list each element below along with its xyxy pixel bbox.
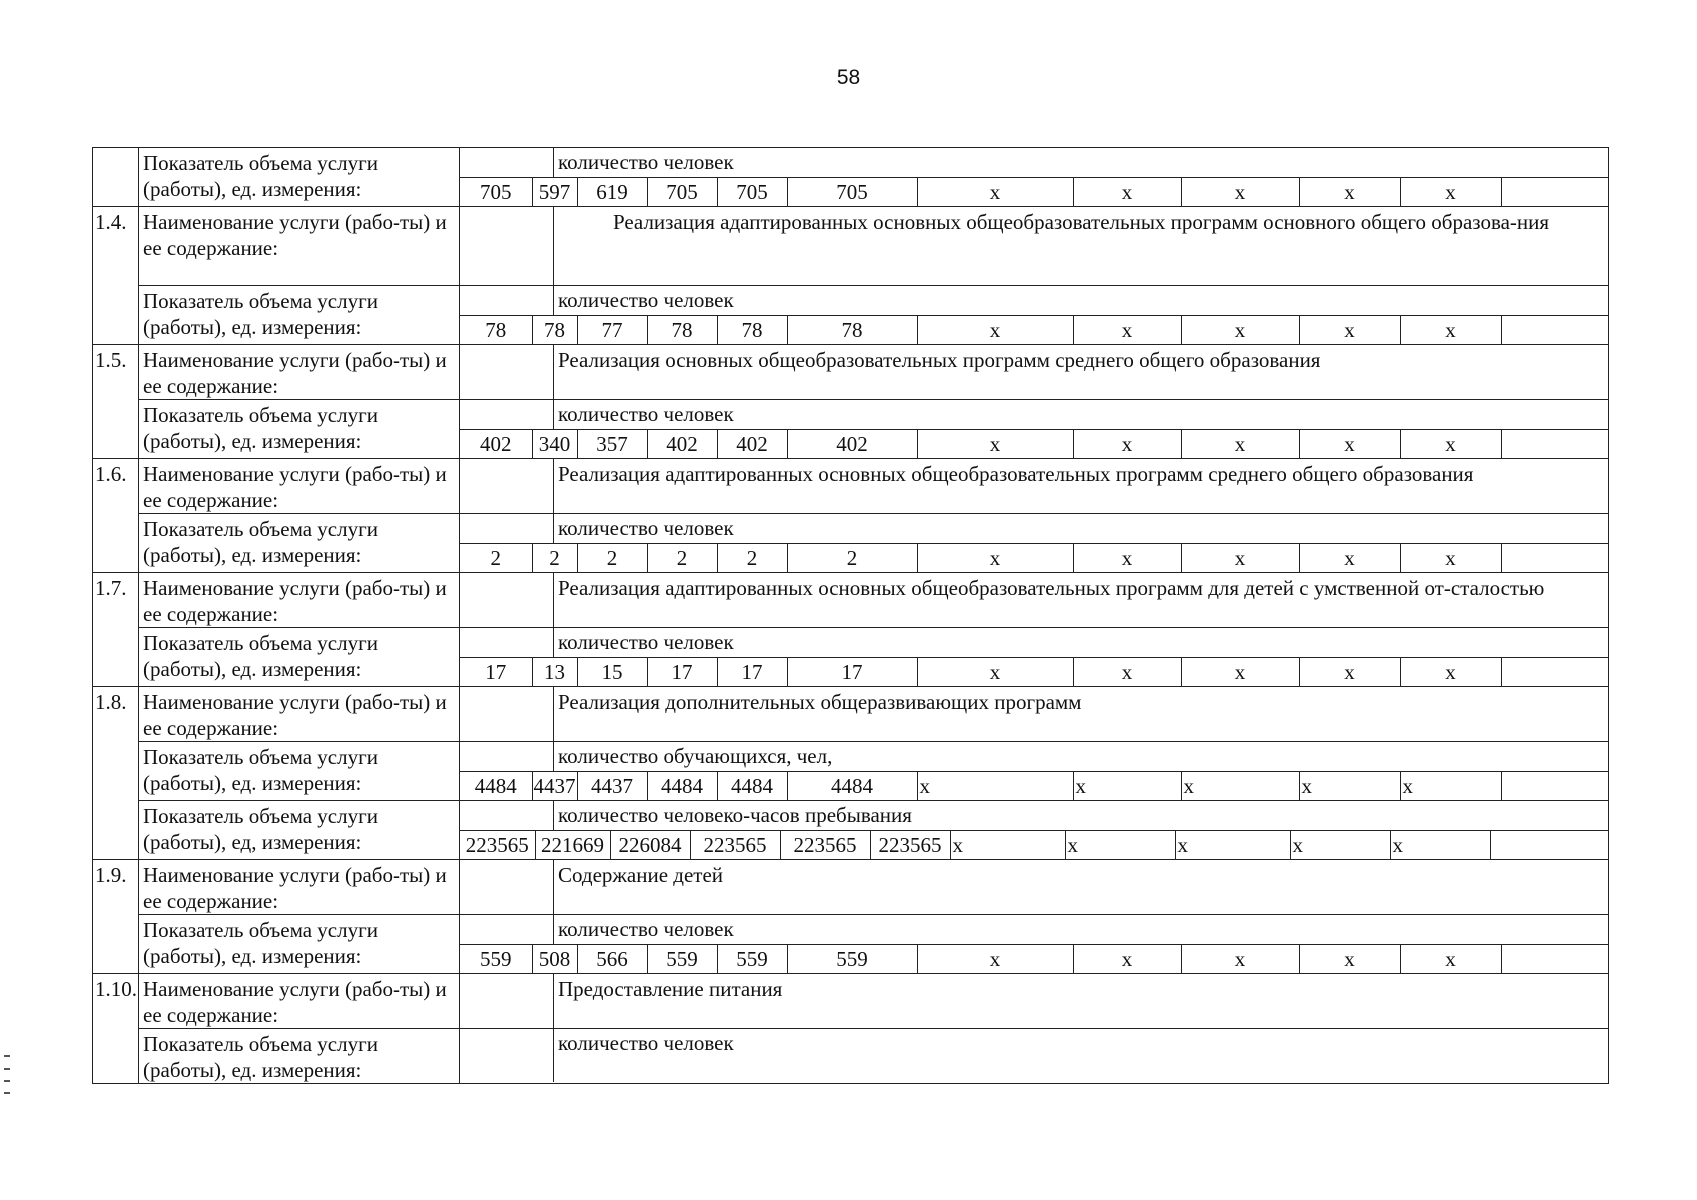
value-cell-x: х	[1181, 544, 1299, 572]
service-name-row	[93, 860, 1609, 915]
value-cell: 402	[647, 430, 717, 458]
indicator-unit	[460, 148, 1608, 178]
service-description-text: Содержание детей	[558, 863, 724, 887]
service-description-text: Реализация адаптированных основных общеобразовательных программ среднего общего образования	[558, 462, 1474, 486]
indicator-label: Показатель объема услуги (работы), ед. измерения:	[139, 742, 460, 801]
blank-cell	[460, 1029, 554, 1058]
service-name-row	[93, 345, 1609, 400]
service-description-text: Реализация основных общеобразовательных программ среднего общего образования	[558, 348, 1321, 372]
indicator-values	[460, 316, 1609, 344]
value-cell-x: х	[1400, 430, 1501, 458]
value-cell-x: х	[1400, 772, 1501, 800]
indicator-values	[460, 658, 1609, 686]
indicator-cell	[460, 1029, 1609, 1084]
value-cell-x: х	[917, 772, 1073, 800]
indicator-label: Показатель объема услуги (работы), ед. измерения:	[139, 148, 460, 207]
service-number	[93, 148, 139, 207]
indicator-unit	[460, 286, 1608, 316]
indicator-unit-text: количество обучающихся, чел,	[558, 744, 833, 768]
value-cell: 357	[577, 430, 647, 458]
blank-cell	[460, 915, 554, 944]
value-cell-x: х	[950, 831, 1065, 859]
indicator-unit	[460, 514, 1608, 544]
service-description	[460, 345, 1608, 399]
value-cell-x: х	[1390, 831, 1490, 859]
indicator-label: Показатель объема услуги (работы), ед. измерения:	[139, 514, 460, 573]
indicator-row	[93, 628, 1609, 687]
indicator-label: Показатель объема услуги (работы), ед. измерения:	[139, 400, 460, 459]
value-cell: 78	[787, 316, 917, 344]
indicator-values	[460, 772, 1609, 800]
value-cell	[1501, 430, 1609, 458]
service-description	[460, 860, 1608, 914]
blank-cell	[460, 573, 554, 627]
value-cell: 17	[647, 658, 717, 686]
indicator-unit	[460, 742, 1608, 772]
value-cell-x: х	[1181, 430, 1299, 458]
value-cell-x: х	[1073, 544, 1181, 572]
value-cell: 402	[717, 430, 787, 458]
service-name-label: Наименование услуги (рабо-ты) и ее содержание:	[139, 573, 460, 628]
blank-cell	[460, 345, 554, 399]
scan-margin-mark	[4, 1068, 10, 1070]
indicator-cell	[460, 400, 1609, 459]
value-cell: 566	[577, 945, 647, 973]
service-name-cell	[460, 860, 1609, 915]
indicator-unit-text: количество человек	[558, 288, 734, 312]
value-cell: 559	[717, 945, 787, 973]
indicator-label: Показатель объема услуги (работы), ед, измерения:	[139, 801, 460, 860]
value-cell	[1501, 658, 1609, 686]
value-cell: 402	[787, 430, 917, 458]
value-cell-x: х	[1299, 178, 1400, 206]
value-cell-x: х	[1181, 658, 1299, 686]
value-cell-x: х	[917, 178, 1073, 206]
blank-cell	[460, 687, 554, 741]
service-name-cell	[460, 573, 1609, 628]
indicator-unit	[460, 915, 1608, 945]
value-cell: 223565	[780, 831, 870, 859]
service-number: 1.10.	[93, 974, 139, 1084]
value-cell	[1490, 831, 1609, 859]
value-cell: 78	[485, 318, 507, 342]
value-cell-x: х	[1299, 316, 1400, 344]
value-cell-x: х	[1073, 430, 1181, 458]
value-cell-x: х	[1073, 772, 1181, 800]
indicator-cell	[460, 628, 1609, 687]
indicator-unit-text: количество человек	[558, 402, 734, 426]
service-name-cell	[460, 459, 1609, 514]
value-cell: 4437	[533, 774, 576, 798]
indicator-label: Показатель объема услуги (работы), ед. измерения:	[139, 286, 460, 345]
value-cell: 78	[717, 316, 787, 344]
service-name-row	[93, 974, 1609, 1029]
indicator-row	[93, 742, 1609, 801]
value-cell-x: х	[1299, 772, 1400, 800]
value-cell: 2	[787, 544, 917, 572]
indicator-values	[460, 945, 1609, 973]
indicator-row	[93, 286, 1609, 345]
service-name-row	[93, 573, 1609, 628]
value-cell: 2	[532, 544, 577, 572]
value-cell: 17	[717, 658, 787, 686]
service-description	[460, 573, 1608, 627]
indicator-label: Показатель объема услуги (работы), ед. измерения:	[139, 628, 460, 687]
value-cell: 223565	[690, 831, 780, 859]
value-cell: 226084	[610, 831, 690, 859]
value-cell: 17	[787, 658, 917, 686]
value-cell-x: х	[1400, 178, 1501, 206]
value-cell: 340	[532, 430, 577, 458]
indicator-row	[93, 915, 1609, 974]
service-description	[460, 207, 1608, 285]
value-cell: 705	[787, 178, 917, 206]
service-description	[460, 974, 1608, 1028]
value-cell	[1501, 544, 1609, 572]
empty-values	[460, 1058, 1608, 1082]
value-cell: 15	[577, 658, 647, 686]
service-description	[460, 459, 1608, 513]
indicator-label: Показатель объема услуги (работы), ед. измерения:	[139, 915, 460, 974]
value-cell-x: х	[1299, 658, 1400, 686]
indicator-row	[93, 148, 1609, 207]
service-name-row	[93, 687, 1609, 742]
value-cell-x: х	[1299, 945, 1400, 973]
value-cell-x: х	[1073, 316, 1181, 344]
service-name-label: Наименование услуги (рабо-ты) и ее содержание:	[139, 860, 460, 915]
indicator-unit-text: количество человек	[558, 917, 734, 941]
value-cell	[1501, 772, 1609, 800]
blank-cell	[460, 459, 554, 513]
value-cell: 2	[490, 546, 501, 570]
service-number: 1.6.	[93, 459, 139, 573]
value-cell: 2	[717, 544, 787, 572]
indicator-label: Показатель объема услуги (работы), ед. измерения:	[139, 1029, 460, 1084]
value-cell: 17	[485, 660, 507, 684]
value-cell-x: х	[1073, 945, 1181, 973]
service-name-cell	[460, 345, 1609, 400]
service-description-text: Реализация адаптированных основных общеобразовательных программ основного общего образова-ния	[612, 210, 1550, 234]
value-cell-x: х	[1299, 544, 1400, 572]
blank-cell	[460, 286, 554, 315]
value-cell: 619	[577, 178, 647, 206]
service-name-label: Наименование услуги (рабо-ты) и ее содержание:	[139, 207, 460, 286]
service-name-label: Наименование услуги (рабо-ты) и ее содержание:	[139, 459, 460, 514]
indicator-cell	[460, 514, 1609, 573]
indicator-unit-text: количество человек	[558, 516, 734, 540]
value-cell: 559	[480, 947, 512, 971]
value-cell	[1501, 316, 1609, 344]
value-cell-x: х	[1290, 831, 1390, 859]
blank-cell	[460, 148, 554, 177]
indicator-row	[93, 514, 1609, 573]
service-name-cell	[460, 974, 1609, 1029]
value-cell: 2	[647, 544, 717, 572]
indicator-cell	[460, 148, 1609, 207]
value-cell: 221669	[535, 831, 610, 859]
value-cell-x: х	[917, 945, 1073, 973]
value-cell-x: х	[1400, 544, 1501, 572]
value-cell-x: х	[917, 316, 1073, 344]
value-cell-x: х	[1181, 772, 1299, 800]
service-name-label: Наименование услуги (рабо-ты) и ее содержание:	[139, 345, 460, 400]
value-cell-x: х	[1400, 945, 1501, 973]
indicator-cell	[460, 742, 1609, 801]
indicator-cell	[460, 915, 1609, 974]
indicator-values	[460, 430, 1609, 458]
value-cell-x: х	[1400, 316, 1501, 344]
value-cell-x: х	[1073, 178, 1181, 206]
value-cell: 4437	[577, 772, 647, 800]
indicator-row	[93, 400, 1609, 459]
value-cell: 223565	[870, 831, 950, 859]
indicator-unit-text: количество человеко-часов пребывания	[558, 803, 912, 827]
value-cell: 78	[647, 316, 717, 344]
indicator-unit	[460, 801, 1608, 831]
blank-cell	[460, 400, 554, 429]
service-name-row	[93, 207, 1609, 286]
value-cell-x: х	[917, 544, 1073, 572]
indicator-row	[93, 1029, 1609, 1084]
indicator-unit-text: количество человек	[558, 150, 734, 174]
value-cell: 78	[532, 316, 577, 344]
service-name-cell	[460, 687, 1609, 742]
value-cell-x: х	[1065, 831, 1175, 859]
scan-margin-mark	[4, 1092, 10, 1094]
value-cell: 2	[577, 544, 647, 572]
value-cell: 4484	[717, 772, 787, 800]
blank-cell	[460, 860, 554, 914]
value-cell	[1501, 178, 1609, 206]
service-description-text: Реализация адаптированных основных общеобразовательных программ для детей с умственной от-сталостью	[558, 576, 1545, 600]
blank-cell	[460, 974, 554, 1028]
value-cell: 705	[647, 178, 717, 206]
value-cell: 4484	[787, 772, 917, 800]
value-cell: 4484	[474, 774, 517, 798]
blank-cell	[460, 742, 554, 771]
service-name-row	[93, 459, 1609, 514]
indicator-unit	[460, 1029, 1608, 1058]
blank-cell	[460, 1058, 554, 1082]
service-number: 1.9.	[93, 860, 139, 974]
service-name-cell	[460, 207, 1609, 286]
value-cell-x: х	[1299, 430, 1400, 458]
value-cell: 223565	[465, 833, 529, 857]
indicator-unit-text: количество человек	[558, 630, 734, 654]
service-number: 1.4.	[93, 207, 139, 345]
blank-cell	[460, 801, 554, 830]
scan-margin-mark	[4, 1080, 10, 1082]
value-cell: 77	[577, 316, 647, 344]
service-description	[460, 687, 1608, 741]
value-cell: 559	[787, 945, 917, 973]
indicator-values	[460, 831, 1609, 859]
blank-cell	[460, 207, 554, 285]
indicator-values	[460, 178, 1609, 206]
indicator-unit-text: количество человек	[558, 1031, 734, 1055]
indicator-unit	[460, 628, 1608, 658]
value-cell: 559	[647, 945, 717, 973]
value-cell: 13	[532, 658, 577, 686]
value-cell: 508	[532, 945, 577, 973]
value-cell: 597	[532, 178, 577, 206]
value-cell	[1501, 945, 1609, 973]
indicator-unit	[460, 400, 1608, 430]
value-cell-x: х	[917, 658, 1073, 686]
service-name-label: Наименование услуги (рабо-ты) и ее содержание:	[139, 974, 460, 1029]
value-cell-x: х	[1400, 658, 1501, 686]
blank-cell	[460, 628, 554, 657]
blank-cell	[460, 514, 554, 543]
value-cell-x: х	[1181, 316, 1299, 344]
service-description-text: Реализация дополнительных общеразвивающих программ	[558, 690, 1082, 714]
scan-margin-mark	[4, 1055, 10, 1057]
indicator-values	[460, 544, 1609, 572]
value-cell: 4484	[647, 772, 717, 800]
indicator-cell	[460, 286, 1609, 345]
service-name-label: Наименование услуги (рабо-ты) и ее содержание:	[139, 687, 460, 742]
value-cell: 705	[480, 180, 512, 204]
service-number: 1.7.	[93, 573, 139, 687]
value-cell: 705	[717, 178, 787, 206]
services-table	[92, 147, 1609, 1084]
service-number: 1.8.	[93, 687, 139, 860]
value-cell-x: х	[1175, 831, 1290, 859]
indicator-row	[93, 801, 1609, 860]
service-description-text: Предоставление питания	[558, 977, 783, 1001]
page-number: 58	[836, 66, 861, 89]
value-cell-x: х	[1181, 945, 1299, 973]
indicator-cell	[460, 801, 1609, 860]
value-cell-x: х	[1181, 178, 1299, 206]
value-cell-x: х	[1073, 658, 1181, 686]
value-cell: 402	[480, 432, 512, 456]
service-number: 1.5.	[93, 345, 139, 459]
value-cell-x: х	[917, 430, 1073, 458]
